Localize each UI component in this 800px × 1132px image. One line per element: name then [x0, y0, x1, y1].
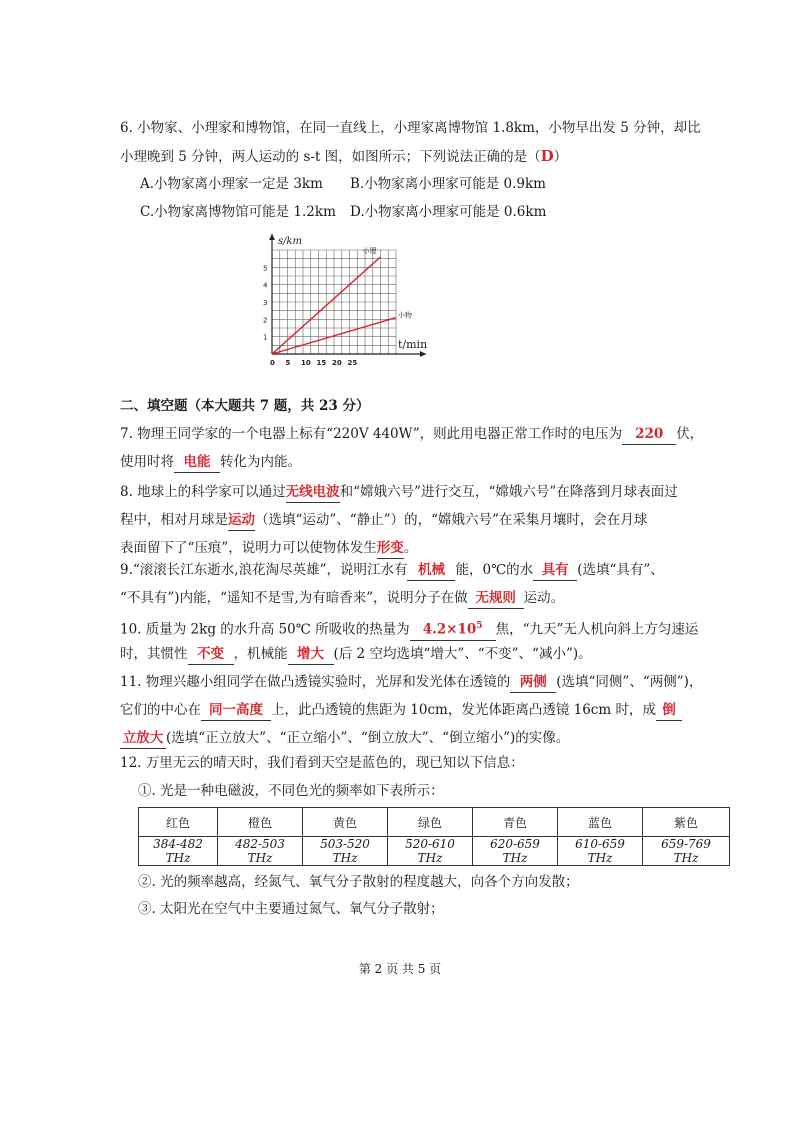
q11-answer-height: 同一高度 [201, 700, 271, 721]
q7-answer-energy: 电能 [174, 452, 220, 473]
q8-text1: 8. 地球上的科学家可以通过 [120, 484, 286, 500]
q10-line2 [120, 644, 592, 665]
y-axis-label: s/km [278, 236, 303, 247]
q12-line1: 12. 万里无云的晴天时，我们看到天空是蓝色的，现已知以下信息： [120, 755, 524, 771]
q11-text4: 上，此凸透镜的焦距为 10cm，发光体距离凸透镜 16cm 时，成 [271, 702, 656, 718]
q8-text2: 和“嫦娥六号”进行交互，“嫦娥六号”在降落到月球表面过 [339, 484, 678, 500]
q12-info2: ②. 光的频率越高，经氮气、氧气分子散射的程度越大，向各个方向发散； [138, 874, 579, 890]
q10-text2: 焦，“九天”无人机向斜上方匀速运 [495, 621, 699, 638]
q6-option-a: A.小物家离小理家一定是 3km [140, 176, 323, 192]
table-header-cell: 橙色 [218, 808, 303, 837]
table-header-cell: 绿色 [388, 808, 473, 837]
q11-text3: 它们的中心在 [120, 702, 201, 718]
q7-text4: 转化为内能。 [220, 454, 301, 470]
series-label: 小理 [362, 246, 377, 255]
q6-option-c: C.小物家离博物馆可能是 1.2km [140, 204, 336, 220]
x-tick-label: 10 [301, 359, 311, 367]
st-graph [240, 228, 440, 368]
q8-line3 [120, 538, 417, 559]
table-header-cell: 蓝色 [558, 808, 643, 837]
q8-text4: （选填“运动”、“静止”）的，“嫦娥六号”在采集月壤时，会在月球 [255, 512, 648, 528]
q8-answer-wave: 无线电波 [286, 482, 340, 503]
q11-line2 [120, 700, 682, 721]
q7-line2 [120, 452, 301, 473]
y-tick-label: 3 [263, 299, 268, 307]
q9-text5: 运动。 [523, 590, 565, 606]
series-label: 小物 [398, 311, 412, 320]
q9-line1 [120, 560, 664, 581]
q10-text5: (后 2 空均选填“增大”、“不变”、“减小”)。 [333, 646, 592, 662]
q11-answer-sides: 两侧 [510, 672, 556, 693]
q7-line1 [120, 424, 703, 445]
q9-answer-mechanical: 机械 [407, 560, 455, 581]
q8-text5: 表面留下了“压痕”，说明力可以使物体发生 [120, 540, 377, 556]
q7-text2: 伏， [676, 426, 704, 442]
frequency-table [138, 807, 730, 866]
q9-text4: “不具有”)内能，“遥知不是雪,为有暗香来”，说明分子在做 [120, 590, 468, 606]
table-cell: 610-659 THz [558, 837, 643, 866]
q10-heat-exp: 5 [476, 621, 483, 631]
table-row [139, 808, 730, 837]
x-tick-label: 25 [347, 359, 358, 367]
q12-info3: ③. 太阳光在空气中主要通过氮气、氧气分子散射； [138, 901, 444, 917]
q6-line1: 6. 小物家、小理家和博物馆，在同一直线上，小理家离博物馆 1.8km，小物早出发 5 分钟，却比 [120, 120, 701, 136]
q11-text2: (选填“同侧”、“两侧”)， [556, 674, 703, 690]
table-header-cell: 黄色 [303, 808, 388, 837]
q9-answer-random: 无规则 [468, 588, 524, 609]
q7-answer-voltage: 220 [622, 424, 676, 445]
y-tick-label: 1 [263, 333, 268, 342]
x-axis-arrow [420, 351, 426, 357]
q11-line3 [120, 728, 569, 749]
table-row [139, 837, 730, 866]
q6-line2-end: ） [553, 149, 568, 165]
q10-answer-heat [410, 616, 496, 641]
table-cell: 620-659 THz [473, 837, 558, 866]
q9-line2 [120, 588, 564, 609]
table-cell: 659-769 THz [643, 837, 730, 866]
q8-line1 [120, 482, 678, 503]
q7-text3: 使用时将 [120, 454, 174, 470]
table-cell: 503-520 THz [303, 837, 388, 866]
y-tick-label: 4 [263, 281, 268, 290]
q11-line1 [120, 672, 702, 693]
y-tick-label: 5 [263, 264, 268, 273]
q6-option-d: D.小物家离小理家可能是 0.6km [350, 204, 547, 220]
q11-answer-image-a: 倒 [656, 700, 682, 721]
q10-line1 [120, 616, 698, 641]
q10-text3: 时，其惯性 [120, 646, 188, 662]
q8-answer-motion: 运动 [228, 510, 255, 531]
q9-text3: (选填“具有”、 [577, 562, 664, 578]
q12-info1: ①. 光是一种电磁波，不同色光的频率如下表所示： [138, 783, 444, 799]
x-tick-label: 15 [316, 359, 327, 367]
q11-text1: 11. 物理兴趣小组同学在做凸透镜实验时，光屏和发光体在透镜的 [120, 674, 511, 690]
y-tick-label: 2 [263, 316, 268, 325]
q10-heat-base: 4.2×10 [422, 621, 477, 638]
page-footer: 第 2 页 共 5 页 [358, 962, 442, 976]
q10-text1: 10. 质量为 2kg 的水升高 50℃ 所吸收的热量为 [120, 621, 410, 638]
q11-answer-image-b: 立放大 [120, 728, 166, 749]
x-tick-label: 0 [270, 359, 275, 367]
q6-answer: D [540, 147, 554, 165]
table-cell: 520-610 THz [388, 837, 473, 866]
x-tick-label: 5 [285, 359, 291, 367]
q8-answer-deform: 形变 [377, 538, 404, 559]
table-cell: 384-482 THz [139, 837, 218, 866]
q9-answer-has: 具有 [533, 560, 577, 581]
section-title: 二、填空题（本大题共 7 题，共 23 分） [120, 398, 370, 414]
q10-text4: ，机械能 [233, 646, 288, 662]
table-header-cell: 紫色 [643, 808, 730, 837]
q10-answer-inertia: 不变 [188, 644, 234, 665]
x-axis-label: t/min [398, 338, 428, 351]
q7-text1: 7. 物理王同学家的一个电器上标有“220V 440W”，则此用电器正常工作时的电压为 [120, 426, 623, 442]
q9-text1: 9.“滚滚长江东逝水,浪花淘尽英雄”，说明江水有 [120, 562, 408, 578]
y-axis-arrow [269, 234, 275, 240]
q6-line2-text: 小理晚到 5 分钟，两人运动的 s-t 图，如图所示；下列说法正确的是（ [120, 149, 541, 165]
q11-text5: (选填“正立放大”、“正立缩小”、“倒立放大”、“倒立缩小”)的实像。 [166, 730, 570, 746]
q6-line2 [120, 146, 567, 167]
table-header-cell: 红色 [139, 808, 218, 837]
q9-text2: 能，0℃的水 [455, 562, 534, 578]
q8-line2 [120, 510, 647, 531]
q6-option-b: B.小物家离小理家可能是 0.9km [350, 176, 546, 192]
table-header-cell: 青色 [473, 808, 558, 837]
x-tick-label: 20 [332, 359, 342, 367]
q8-text6: 。 [403, 540, 418, 556]
q10-answer-mech-energy: 增大 [288, 644, 334, 665]
table-cell: 482-503 THz [218, 837, 303, 866]
q8-text3: 程中，相对月球是 [120, 512, 228, 528]
